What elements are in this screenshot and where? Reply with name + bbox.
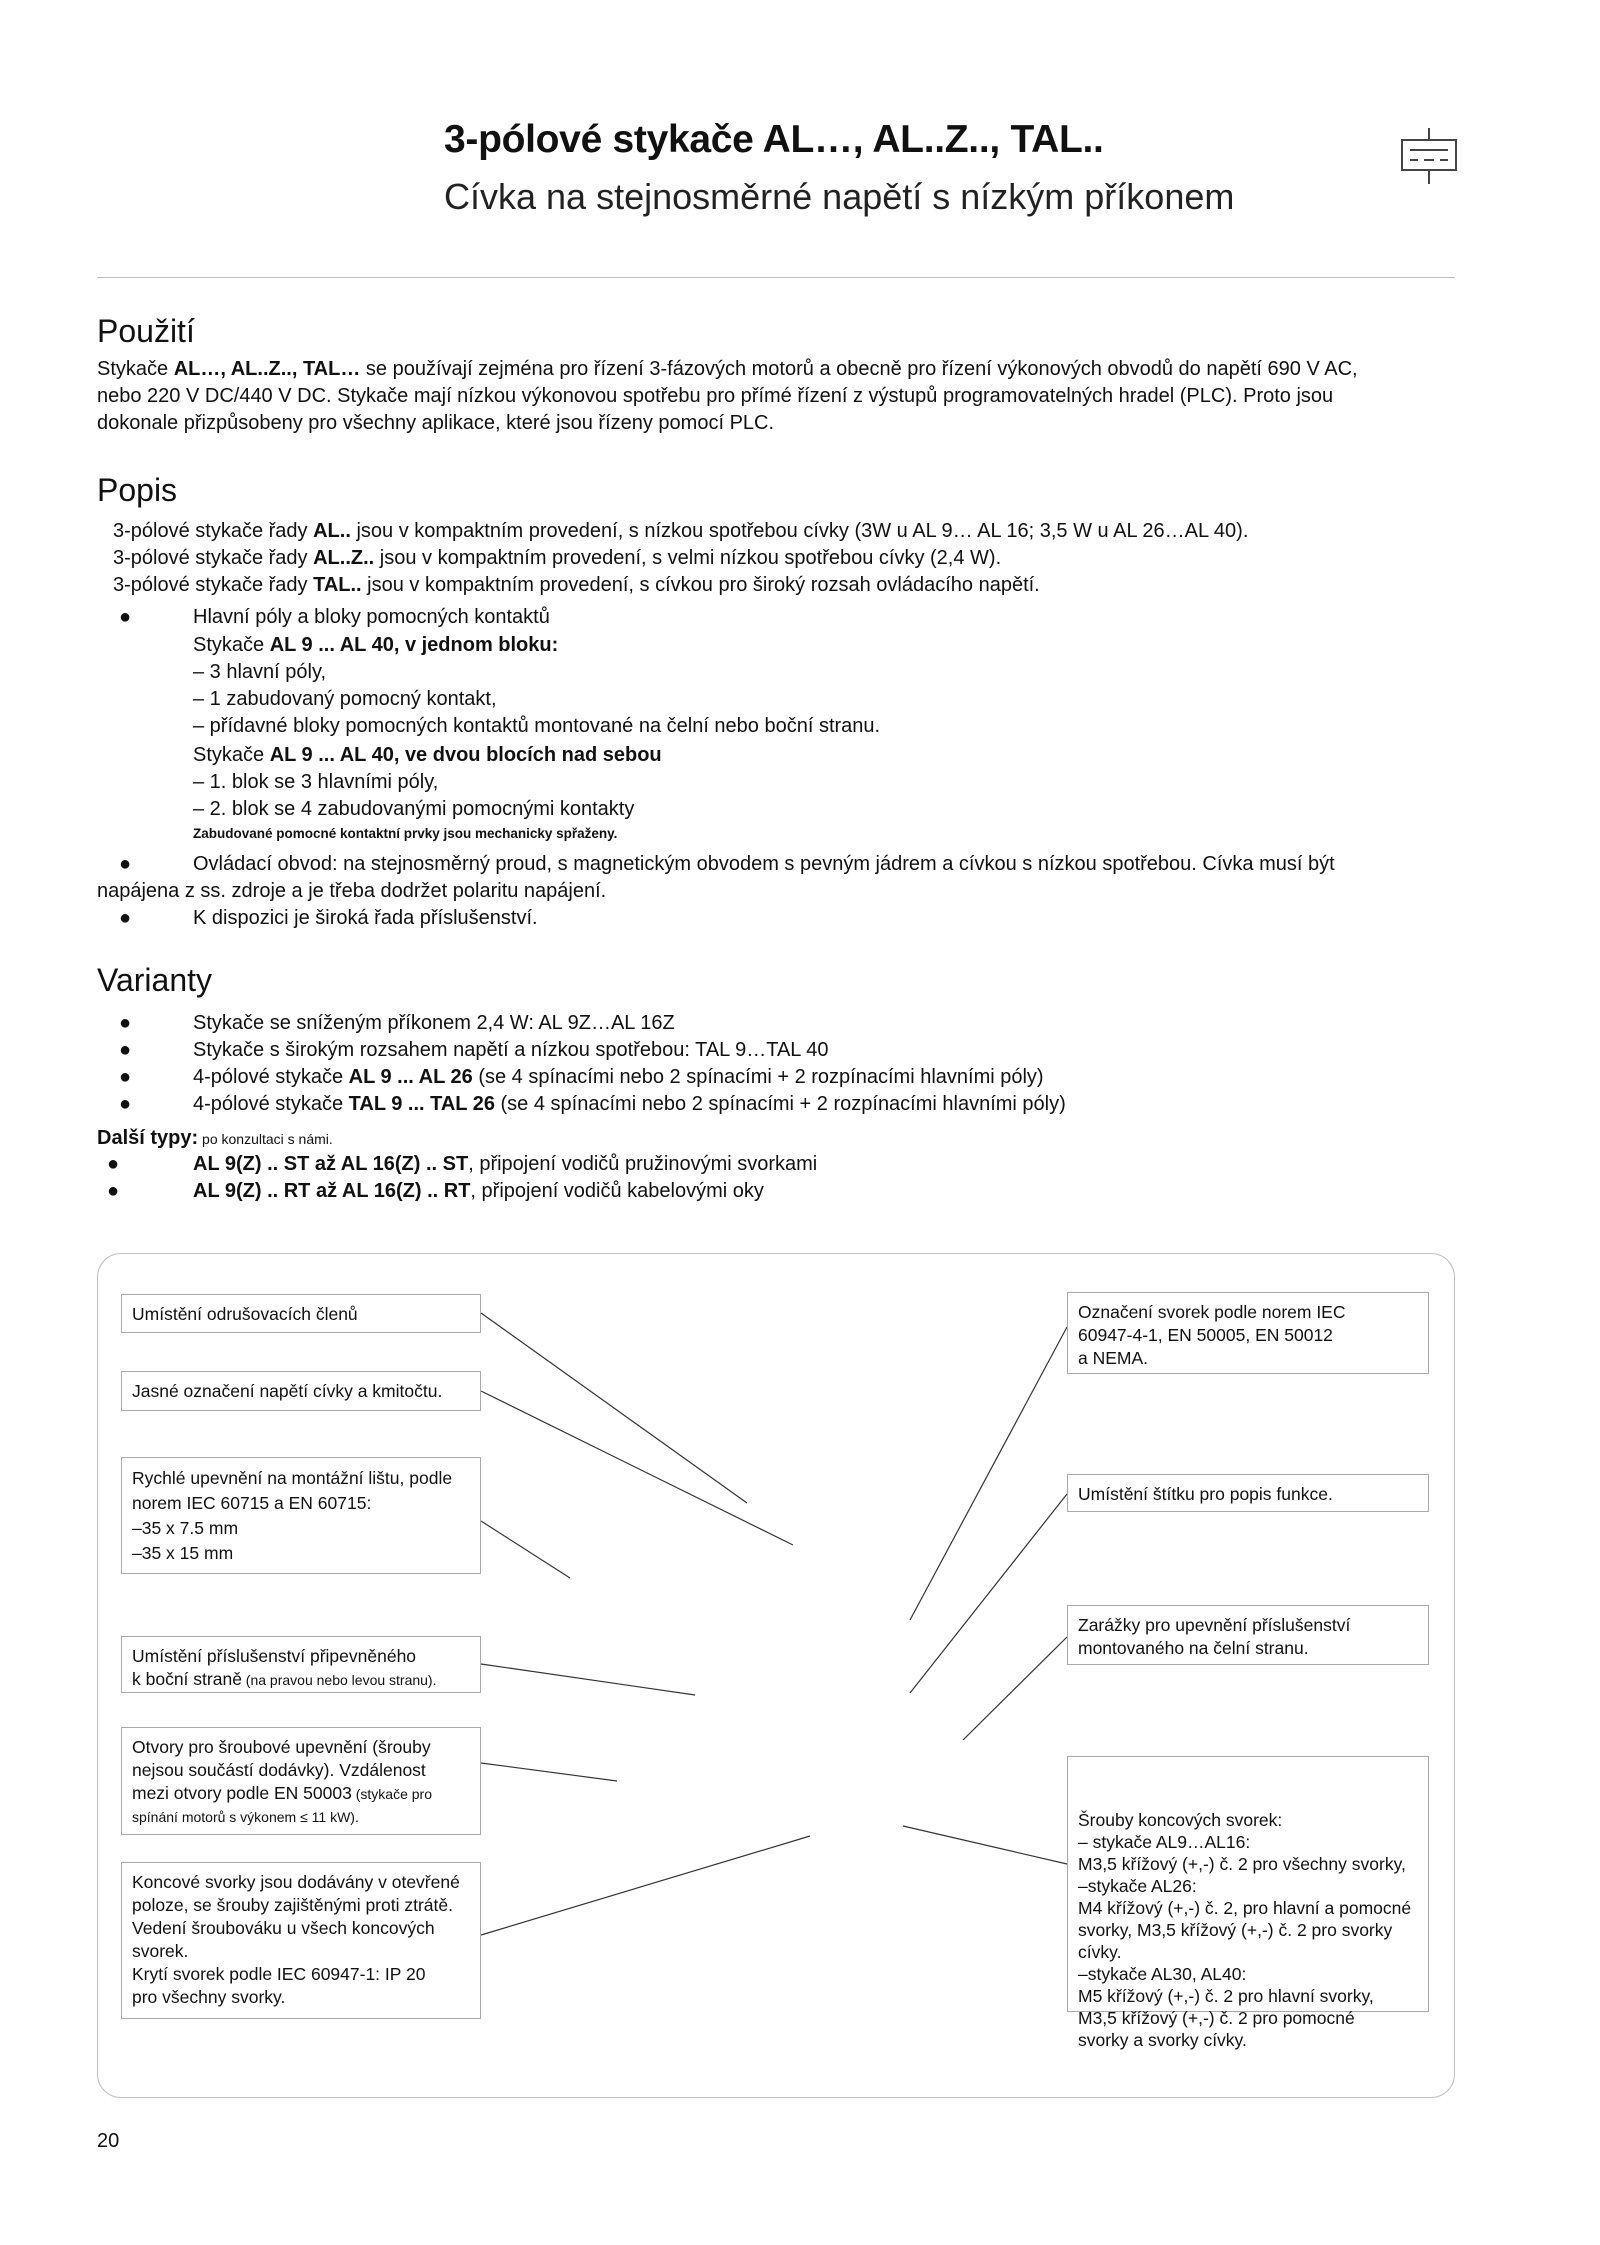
popis-control-circuit-2: napájena z ss. zdroje a je třeba dodržet polaritu napájení. <box>97 880 607 902</box>
popis-control-circuit-1: Ovládací obvod: na stejnosměrný proud, s magnetickým obvodem s pevným jádrem a cívkou s nízkou spotřebou. Cívka musí být <box>193 853 1335 875</box>
page-subtitle: Cívka na stejnosměrné napětí s nízkým příkonem <box>444 176 1235 217</box>
bullet-icon: ● <box>119 1093 132 1115</box>
bullet-icon: ● <box>119 853 132 875</box>
callout-terminals: Koncové svorky jsou dodávány v otevřené poloze, se šrouby zajištěnými proti ztrátě. Vedení šroubováku u všech koncových svorek. Krytí svorek podle IEC 60947-1: IP 20 pro všechny svorky. <box>121 1862 481 2019</box>
callout-terminal-marking-standards: Označení svorek podle norem IEC 60947-4-1, EN 50005, EN 50012 a NEMA. <box>1067 1292 1429 1374</box>
list-item: – 1. blok se 3 hlavními póly, <box>193 771 439 793</box>
callout-interference-suppressors: Umístění odrušovacích členů <box>121 1294 481 1333</box>
callout-label-holder: Umístění štítku pro popis funkce. <box>1067 1474 1429 1512</box>
list-item: – 3 hlavní póly, <box>193 661 327 683</box>
section-heading-pouziti: Použití <box>97 313 195 349</box>
varianty-item: Stykače s širokým rozsahem napětí a nízkou spotřebou: TAL 9…TAL 40 <box>193 1039 829 1061</box>
page-title: 3-pólové stykače AL…, AL..Z.., TAL.. <box>444 118 1104 161</box>
bullet-icon: ● <box>119 907 132 929</box>
callout-screw-mounting-holes: Otvory pro šroubové upevnění (šrouby nejsou součástí dodávky). Vzdálenost mezi otvory podle EN 50003 (stykače pro spínání motorů s výkonem ≤ 11 kW). <box>121 1727 481 1835</box>
callout-coil-voltage-marking: Jasné označení napětí cívky a kmitočtu. <box>121 1371 481 1411</box>
popis-line-tal: 3-pólové stykače řady TAL.. jsou v kompaktním provedení, s cívkou pro široký rozsah ovládacího napětí. <box>113 574 1040 596</box>
section-heading-popis: Popis <box>97 472 178 508</box>
bullet-icon: ● <box>119 1066 132 1088</box>
list-item: – 2. blok se 4 zabudovanými pomocnými kontakty <box>193 798 635 820</box>
popis-single-block: Stykače AL 9 ... AL 40, v jednom bloku: <box>193 634 559 656</box>
dalsi-typy-item: AL 9(Z) .. ST až AL 16(Z) .. ST, připojení vodičů pružinovými svorkami <box>193 1153 818 1175</box>
dc-coil-icon <box>1400 128 1458 184</box>
bullet-icon: ● <box>119 1039 132 1061</box>
bullet-icon: ● <box>119 1012 132 1034</box>
callout-side-accessories: Umístění příslušenství připevněného k boční straně (na pravou nebo levou stranu). <box>121 1636 481 1693</box>
bullet-icon: ● <box>107 1180 120 1202</box>
popis-line-al: 3-pólové stykače řady AL.. jsou v kompaktním provedení, s nízkou spotřebou cívky (3W u AL 9… AL 16; 3,5 W u AL 26…AL 40). <box>113 520 1249 542</box>
pouziti-line-3: dokonale přizpůsobeny pro všechny aplikace, které jsou řízeny pomocí PLC. <box>97 412 775 434</box>
section-heading-varianty: Varianty <box>97 962 213 998</box>
pouziti-line-2: nebo 220 V DC/440 V DC. Stykače mají nízkou výkonovou spotřebu pro přímé řízení z výstupů programovatelných hradel (PLC). Proto jsou <box>97 385 1334 407</box>
popis-two-blocks: Stykače AL 9 ... AL 40, ve dvou blocích nad sebou <box>193 744 662 766</box>
popis-bullet-main-poles: Hlavní póly a bloky pomocných kontaktů <box>193 606 550 628</box>
varianty-item: 4-pólové stykače AL 9 ... AL 26 (se 4 spínacími nebo 2 spínacími + 2 rozpínacími hlavními póly) <box>193 1066 1044 1088</box>
dalsi-typy: Další typy: po konzultaci s námi. <box>97 1127 333 1149</box>
header-divider <box>97 277 1455 278</box>
callout-front-accessory-latches: Zarážky pro upevnění příslušenství montovaného na čelní stranu. <box>1067 1605 1429 1665</box>
callout-terminal-screws: Šrouby koncových svorek: – stykače AL9…AL16: M3,5 křížový (+,-) č. 2 pro všechny svorky, –stykače AL26: M4 křížový (+,-) č. 2, pro hlavní a pomocné svorky, M3,5 křížový (+,-) č. 2 pro svorky cívky. –stykače AL30, AL40: M5 křížový (+,-) č. 2 pro hlavní svorky, M3,5 křížový (+,-) č. 2 pro pomocné svorky a svorky cívky. <box>1067 1756 1429 2012</box>
bullet-icon: ● <box>119 606 132 628</box>
dalsi-typy-item: AL 9(Z) .. RT až AL 16(Z) .. RT, připojení vodičů kabelovými oky <box>193 1180 764 1202</box>
popis-line-alz: 3-pólové stykače řady AL..Z.. jsou v kompaktním provedení, s velmi nízkou spotřebou cívky (2,4 W). <box>113 547 1002 569</box>
varianty-item: Stykače se sníženým příkonem 2,4 W: AL 9Z…AL 16Z <box>193 1012 675 1034</box>
page-number: 20 <box>97 2130 120 2152</box>
bullet-icon: ● <box>107 1153 120 1175</box>
pouziti-line-1: Stykače AL…, AL..Z.., TAL… se používají zejména pro řízení 3-fázových motorů a obecně pro řízení výkonových obvodů do napětí 690 V AC, <box>97 358 1358 380</box>
list-item: – přídavné bloky pomocných kontaktů montované na čelní nebo boční stranu. <box>193 715 881 737</box>
callout-din-rail-mounting: Rychlé upevnění na montážní lištu, podle norem IEC 60715 a EN 60715: –35 x 7.5 mm –35 x 15 mm <box>121 1457 481 1574</box>
list-item: – 1 zabudovaný pomocný kontakt, <box>193 688 497 710</box>
popis-accessories: K dispozici je široká řada příslušenství. <box>193 907 538 929</box>
varianty-item: 4-pólové stykače TAL 9 ... TAL 26 (se 4 spínacími nebo 2 spínacími + 2 rozpínacími hlavními póly) <box>193 1093 1066 1115</box>
popis-note: Zabudované pomocné kontaktní prvky jsou mechanicky spřaženy. <box>193 826 618 841</box>
